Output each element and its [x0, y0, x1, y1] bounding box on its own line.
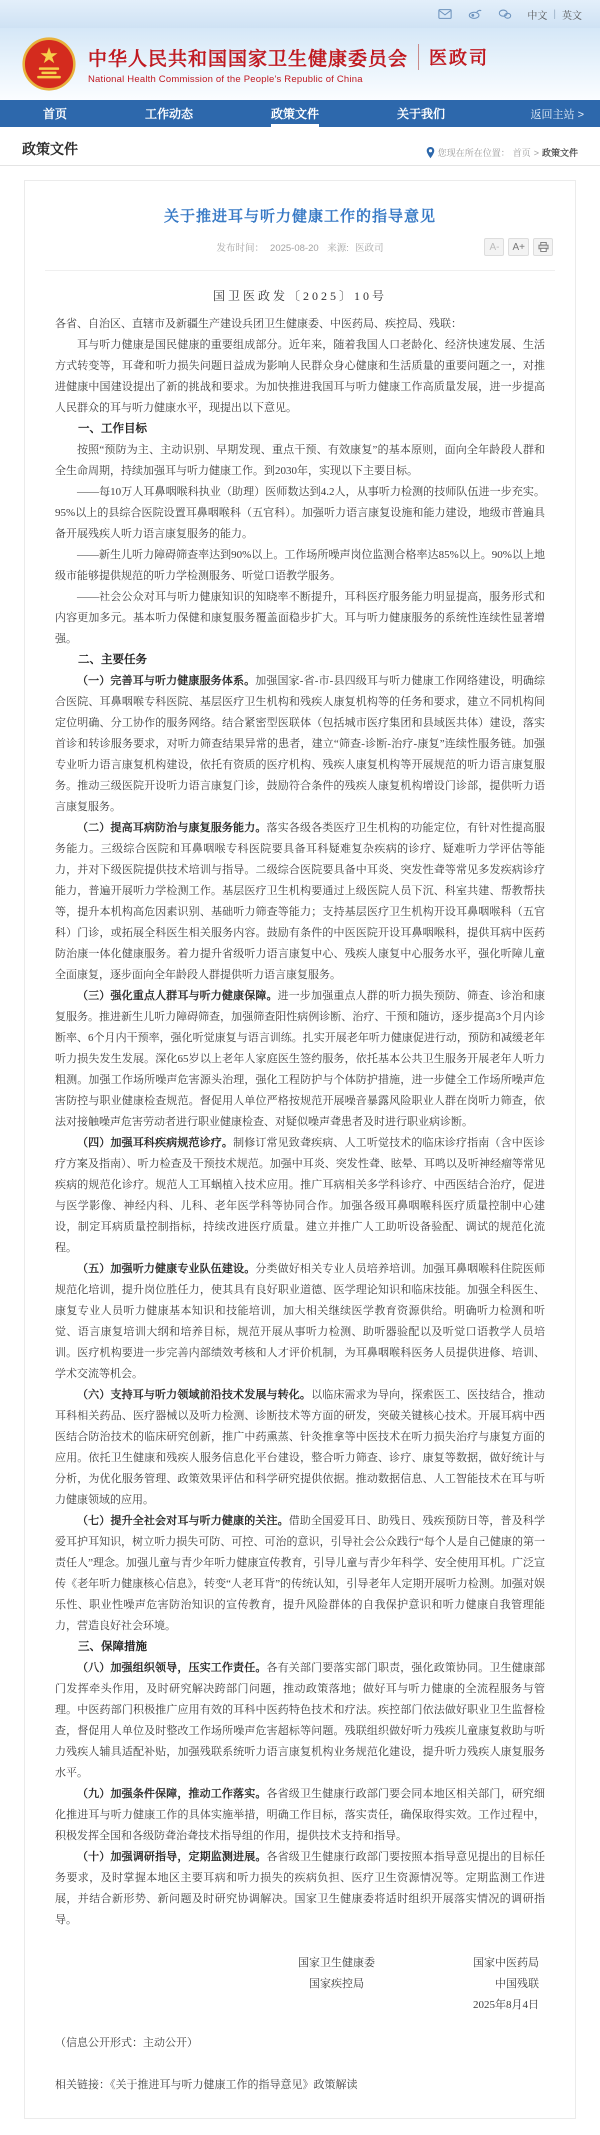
body-paragraph: （二）提高耳病防治与康复服务能力。落实各级各类医疗卫生机构的功能定位，有针对性提高服务能力。三级综合医院和耳鼻咽喉专科医院要具备耳科疑难复杂疾病的诊疗、疑难听力学评估等能力，并对下级医院提供技术培训与指导。二级综合医院要具备中耳炎、突发性聋等常见多发疾病诊疗能力，普遍开展听力学检测工作。基层医疗卫生机构要通过上级医院人员下沉、科室共建、帮教帮扶等，提升本机构高危因素识别、基础听力筛查等能力；支持基层医疗卫生机构开设耳鼻咽喉科（五官科）门诊，或拓展全科医生相关服务内容。鼓励有条件的中医医院开设耳鼻咽喉科，提供耳病中医药防治康一体化健康服务。着力提升省级听力语言康复中心、残疾人康复中心服务水平，强化听障儿童全面康复，逐步面向全年龄段人群提供听力语言康复服务。 — [55, 822, 546, 981]
body-paragraph: （六）支持耳与听力领域前沿技术发展与转化。以临床需求为导向，探索医工、医技结合，推动耳科相关药品、医疗器械以及听力检测、诊断技术等方面的研发，突破关键核心技术。开展耳病中西医结合防治技术的临床研究创新，推广中药熏蒸、针灸推拿等中医技术在听力损失治疗与康复方面的应用。依托卫生健康和残疾人服务信息化平台建设，整合听力筛查、诊疗、康复等数据，做好统计与分析，为优化服务管理、政策效果评估和科学研究提供依据。推动数据信息、人工智能技术在耳与听力健康领域的应用。 — [55, 1389, 546, 1506]
section-bar — [0, 127, 600, 166]
body-paragraph: 各省、自治区、直辖市及新疆生产建设兵团卫生健康委、中医药局、疾控局、残联： — [55, 318, 462, 330]
nav-item-home[interactable]: 首页 — [43, 107, 68, 121]
paragraph-lead: （六）支持耳与听力领域前沿技术发展与转化。 — [77, 1389, 312, 1401]
body-paragraph: 耳与听力健康是国民健康的重要组成部分。近年来，随着我国人口老龄化、经济快速发展、生活方式转变等，耳聋和听力损失问题日益成为影响人民群众身心健康和生活质量的重要问题之一，对推进健康中国建设提出了新的挑战和要求。为加快推进我国耳与听力健康工作高质量发展，进一步提高人民群众的耳与听力健康水平，现提出以下意见。 — [55, 339, 545, 414]
related-policy-link[interactable]: 《关于推进耳与听力健康工作的指导意见》政策解读 — [110, 2079, 358, 2091]
page-title: 关于推进耳与听力健康工作的指导意见 — [163, 208, 436, 225]
paragraph-lead: （九）加强条件保障，推动工作落实。 — [77, 1788, 267, 1800]
body-paragraph: （九）加强条件保障，推动工作落实。各省级卫生健康行政部门要会同本地区相关部门，研究细化推进耳与听力健康工作的具体实施举措，明确工作目标，落实责任，确保取得实效。工作过程中，积极发挥全国和各级防聋治聋技术指导组的作用，提供技术支持和指导。 — [55, 1788, 546, 1842]
document-card — [24, 180, 576, 2119]
signature-block — [269, 1953, 539, 2016]
nav-item-about[interactable]: 关于我们 — [397, 107, 446, 121]
body-paragraph: （七）提升全社会对耳与听力健康的关注。借助全国爱耳日、助残日、残疾预防日等，普及科学爱耳护耳知识，树立听力损失可防、可控、可治的意识，引导社会公众践行“每个人是自己健康的第一责任人”理念。加强儿童与青少年听力健康宣传教育，引导儿童与青少年科学、安全使用耳机。广泛宣传《老年听力健康核心信息》，转变“人老耳背”的传统认知，引导老年人定期开展听力检测。加强对娱乐性、职业性噪声危害防治知识的宣传教育，提升风险群体的自我保护意识和听力健康自我管理能力，营造良好社会环境。 — [55, 1515, 545, 1632]
doc-number: 国卫医政发〔2025〕10号 — [212, 289, 387, 303]
location-pin-icon — [426, 147, 435, 158]
doc-body — [55, 314, 545, 1931]
font-smaller-button[interactable]: A- — [484, 238, 504, 256]
dept-divider — [418, 44, 419, 70]
body-paragraph: ——新生儿听力障碍筛查率达到90%以上。工作场所噪声岗位监测合格率达85%以上。90%以上地级市能够提供规范的听力学检测服务、听觉口语教学服务。 — [55, 549, 545, 582]
disclosure-note: （信息公开形式：主动公开） — [55, 2037, 198, 2049]
meta-row — [55, 240, 545, 262]
signature-org: 国家中医药局 — [473, 1957, 539, 1969]
mail-icon[interactable] — [437, 7, 453, 21]
body-paragraph: （八）加强组织领导，压实工作责任。各有关部门要落实部门职责，强化政策协同。卫生健康部门发挥牵头作用，及时研究解决跨部门问题，推动政策落地；做好耳与听力健康的全流程服务与管理。中医药部门积极推广应用有效的耳科中医药特色技术和疗法。疾控部门依法做好职业卫生监督检查，督促用人单位及时整改工作场所噪声危害超标等问题。残联组织做好听力残疾儿童康复救助与听力残疾人辅具适配补贴，加强残联系统听力语言康复机构业务规范化建设，提升听力残疾人康复服务水平。 — [55, 1662, 546, 1779]
body-paragraph: 按照“预防为主、主动识别、早期发现、重点干预、有效康复”的基本原则，面向全年龄段人群和全生命周期，持续加强耳与听力健康工作。到2030年，实现以下主要目标。 — [55, 444, 545, 477]
paragraph-lead: （二）提高耳病防治与康复服务能力。 — [77, 822, 267, 834]
publish-date: 2025-08-20 — [270, 243, 319, 254]
doc-toolbar — [484, 238, 553, 256]
lang-en-link[interactable]: 英文 — [562, 10, 582, 22]
lang-zh-link[interactable]: 中文 — [527, 10, 548, 22]
body-paragraph: （三）强化重点人群耳与听力健康保障。进一步加强重点人群的听力损失预防、筛查、诊治和康复服务。推进新生儿听力障碍筛查，加强筛查阳性病例诊断、治疗、干预和随访，逐步提高3个月内诊断率、6个月内干预率，强化听觉康复与语言训练。扎实开展老年听力健康促进行动，预防和减缓老年听力损失发生发展。深化65岁以上老年人家庭医生签约服务，依托基本公共卫生服务开展老年人听力粗测。加强工作场所噪声危害源头治理，强化工程防护与个体防护措施，进一步健全工作场所噪声危害防控与职业健康检查规范。督促用人单位严格按规范开展噪音暴露风险职业人群在岗听力筛查，依法对接触噪声危害劳动者进行职业健康检查、对疑似噪声聋患者及时进行职业病诊断。 — [55, 990, 546, 1128]
section-heading: 三、保障措施 — [78, 1641, 147, 1653]
signature-org: 国家卫生健康委 — [298, 1957, 375, 1969]
source-label: 来源: — [327, 243, 349, 254]
breadcrumb-prefix: 您现在所在位置： — [437, 148, 510, 158]
section-title: 政策文件 — [22, 141, 78, 157]
breadcrumb-current: 政策文件 — [541, 148, 578, 158]
paragraph-lead: （一）完善耳与听力健康服务体系。 — [77, 675, 256, 687]
body-paragraph: （四）加强耳科疾病规范诊疗。制修订常见致聋疾病、人工听觉技术的临床诊疗指南（含中医诊疗方案及指南）、听力检查及干预技术规范。加强中耳炎、突发性聋、眩晕、耳鸣以及听神经瘤等常见疾病的规范化诊疗。规范人工耳蜗植入技术应用。推广耳病相关多学科诊疗、中西医结合治疗，促进与医学影像、神经内科、儿科、老年医学科等协同合作。加强各级耳鼻咽喉科医疗质量控制中心建设，制定耳病质量控制指标，持续改进医疗质量。建立并推广人工助听设备验配、调试的规范化流程。 — [55, 1137, 546, 1254]
national-emblem-icon — [22, 37, 76, 91]
body-paragraph: （十）加强调研指导，定期监测进展。各省级卫生健康行政部门要按照本指导意见提出的目标任务要求，及时掌握本地区主要耳病和听力损失的疾病负担、医疗卫生资源情况等。定期监测工作进展，并结合新形势、新问题及时研究协调解决。国家卫生健康委将适时组织开展落实情况的调研指导。 — [55, 1851, 546, 1926]
body-paragraph: ——社会公众对耳与听力健康知识的知晓率不断提升，耳科医疗服务能力明显提高，服务形式和内容更加多元。基本听力保健和康复服务覆盖面稳步扩大。耳与听力健康服务的系统性连续性显著增强。 — [55, 591, 545, 645]
paragraph-lead: （十）加强调研指导，定期监测进展。 — [77, 1851, 267, 1863]
doc-meta — [55, 240, 545, 254]
section-heading: 一、工作目标 — [78, 423, 147, 435]
body-paragraph: ——每10万人耳鼻咽喉科执业（助理）医师数达到4.2人，从事听力检测的技师队伍进一步充实。95%以上的县综合医院设置耳鼻咽喉科（五官科）。加强听力语言康复设施和能力建设，地级市普遍具备开展残疾人听力语言康复服务的能力。 — [55, 486, 545, 540]
wechat-icon[interactable] — [497, 7, 513, 21]
meta-divider — [45, 270, 555, 271]
language-switch — [527, 7, 582, 22]
signature-date: 2025年8月4日 — [473, 1999, 539, 2011]
nav-item-policy[interactable]: 政策文件 — [263, 100, 327, 127]
lang-divider: | — [553, 8, 556, 20]
publish-label: 发布时间： — [216, 243, 265, 254]
body-paragraph: （五）加强听力健康专业队伍建设。分类做好相关专业人员培养培训。加强耳鼻咽喉科住院医师规范化培训，提升岗位胜任力，使其具有良好职业道德、医学理论知识和临床技能。加强全科医生、康复专业人员听力健康基本知识和技能培训，加大相关继续医学教育资源供给。明确听力检测和听觉、语言康复培训大纲和培养目标，规范开展从事听力检测、助听器验配以及听觉口语教学人员培训。医疗机构要进一步完善内部绩效考核和人才评价机制，为耳鼻咽喉科医务人员提供进修、培训、学术交流等机会。 — [55, 1263, 546, 1380]
masthead — [0, 28, 600, 100]
dept-name: 医政司 — [429, 48, 490, 68]
section-heading: 二、主要任务 — [78, 654, 147, 666]
body-paragraph: （一）完善耳与听力健康服务体系。加强国家-省-市-县四级耳与听力健康工作网络建设，明确综合医院、耳鼻咽喉专科医院、基层医疗卫生机构和残疾人康复机构等的任务和要求，建立不同机构间定位明确、分工协作的服务网络。结合紧密型医联体（包括城市医疗集团和县域医共体）建设，落实首诊和转诊服务要求，对听力筛查结果异常的患者，建立“筛查-诊断-治疗-康复”连续性服务链。加强专业听力语言康复机构建设，依托有资质的医疗机构、残疾人康复机构等开展规范的听力语言康复服务。推动三级医院开设听力语言康复门诊，鼓励符合条件的残疾人康复机构增设门诊部，提供听力语言康复服务。 — [55, 675, 545, 813]
utility-bar — [0, 0, 600, 28]
breadcrumb-separator: > — [533, 147, 539, 158]
nav-item-news[interactable]: 工作动态 — [145, 107, 194, 121]
org-block — [88, 44, 489, 85]
paragraph-lead: （五）加强听力健康专业队伍建设。 — [77, 1263, 256, 1275]
breadcrumb-home-link[interactable]: 首页 — [512, 148, 531, 158]
source-value: 医政司 — [354, 243, 384, 254]
related-label: 相关链接： — [55, 2079, 110, 2091]
font-larger-button[interactable]: A+ — [508, 238, 529, 256]
signature-org: 国家疾控局 — [309, 1978, 364, 1990]
paragraph-lead: （七）提升全社会对耳与听力健康的关注。 — [77, 1515, 289, 1527]
signature-org: 中国残联 — [495, 1978, 539, 1990]
paragraph-lead: （四）加强耳科疾病规范诊疗。 — [77, 1137, 234, 1149]
org-name: 中华人民共和国国家卫生健康委员会 — [88, 48, 409, 70]
breadcrumb — [426, 146, 578, 159]
main-nav — [0, 100, 600, 127]
paragraph-lead: （八）加强组织领导，压实工作责任。 — [77, 1662, 267, 1674]
paragraph-lead: （三）强化重点人群耳与听力健康保障。 — [77, 990, 278, 1002]
related-links — [55, 2076, 545, 2092]
back-to-main-site-link[interactable]: 返回主站 > — [530, 108, 584, 121]
printer-icon[interactable] — [533, 238, 553, 256]
weibo-icon[interactable] — [467, 7, 483, 21]
org-name-en: National Health Commission of the People's Republic of China — [88, 73, 363, 85]
